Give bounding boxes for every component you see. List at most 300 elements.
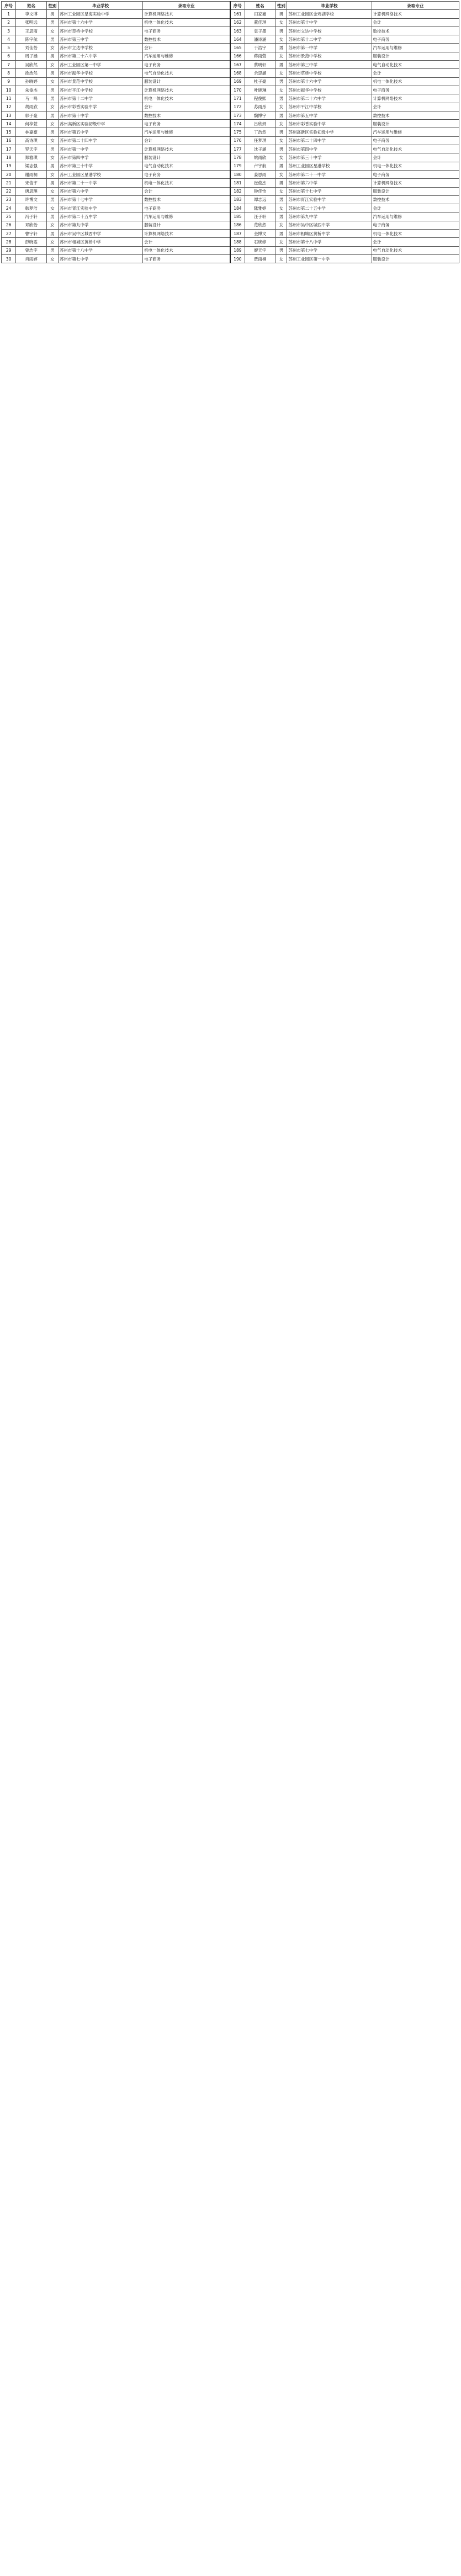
student-sex: 男 <box>275 145 287 153</box>
row-index: 10 <box>2 86 16 94</box>
graduated-school: 苏州市第十七中学 <box>287 187 372 195</box>
table-row <box>2 94 459 103</box>
row-index: 14 <box>2 120 16 128</box>
student-sex: 女 <box>46 254 58 263</box>
graduated-school: 苏州市第七中学 <box>58 254 142 263</box>
student-name: 姚雨欣 <box>245 153 275 162</box>
student-sex: 男 <box>46 128 58 136</box>
row-index: 5 <box>2 44 16 52</box>
table-row <box>2 153 459 162</box>
student-name: 卢宇航 <box>245 162 275 170</box>
table-row <box>2 69 459 77</box>
student-sex: 男 <box>46 213 58 221</box>
row-index: 25 <box>2 213 16 221</box>
student-name: 刘佳怡 <box>16 44 46 52</box>
admitted-major: 服装设计 <box>372 254 459 263</box>
row-index: 4 <box>2 35 16 44</box>
graduated-school: 苏州市相城区黄桥中学 <box>287 230 372 238</box>
admitted-major: 服装设计 <box>372 187 459 195</box>
student-sex: 男 <box>275 61 287 69</box>
graduated-school: 苏州市振华中学校 <box>287 86 372 94</box>
student-name: 王思雨 <box>16 26 46 35</box>
row-index: 179 <box>230 162 245 170</box>
student-name: 李文博 <box>16 10 46 18</box>
table-row <box>2 26 459 35</box>
student-sex: 男 <box>275 44 287 52</box>
student-name: 朱俊杰 <box>16 86 46 94</box>
student-sex: 男 <box>46 246 58 254</box>
student-name: 苏雨彤 <box>245 103 275 111</box>
row-index: 170 <box>230 86 245 94</box>
student-name: 肖雨婷 <box>16 254 46 263</box>
row-index: 189 <box>230 246 245 254</box>
student-name: 彭晓雯 <box>16 238 46 246</box>
admitted-major: 数控技术 <box>372 26 459 35</box>
row-index: 184 <box>230 204 245 213</box>
student-name: 钟佳怡 <box>245 187 275 195</box>
admitted-major: 计算机网络技术 <box>372 10 459 18</box>
student-name: 张明远 <box>16 18 46 26</box>
row-index: 169 <box>230 77 245 86</box>
table-row <box>2 52 459 60</box>
graduated-school: 苏州市景范中学校 <box>58 77 142 86</box>
admitted-major: 数控技术 <box>372 111 459 119</box>
student-sex: 男 <box>46 162 58 170</box>
student-sex: 男 <box>46 145 58 153</box>
row-index: 3 <box>2 26 16 35</box>
table-row <box>2 195 459 204</box>
table-row <box>2 120 459 128</box>
student-name: 谢雨桐 <box>16 170 46 178</box>
student-sex: 男 <box>46 230 58 238</box>
row-index: 15 <box>2 128 16 136</box>
student-name: 许博文 <box>16 195 46 204</box>
table-row <box>2 230 459 238</box>
admitted-major: 电气自动化技术 <box>372 145 459 153</box>
row-index: 163 <box>230 26 245 35</box>
student-sex: 女 <box>46 221 58 229</box>
student-sex: 男 <box>46 94 58 103</box>
admitted-major: 会计 <box>372 18 459 26</box>
student-name: 高诗琪 <box>16 136 46 145</box>
student-name: 程俊熙 <box>245 94 275 103</box>
student-sex: 女 <box>275 204 287 213</box>
student-name: 郭子豪 <box>16 111 46 119</box>
student-sex: 女 <box>275 136 287 145</box>
admitted-major: 服装设计 <box>372 52 459 60</box>
student-name: 陈宇航 <box>16 35 46 44</box>
student-name: 谭志远 <box>245 195 275 204</box>
graduated-school: 苏州市振华中学校 <box>58 69 142 77</box>
admitted-major: 机电一体化技术 <box>143 94 230 103</box>
graduated-school: 苏州市第五中学 <box>58 128 142 136</box>
row-index: 181 <box>230 179 245 187</box>
graduated-school: 苏州市草桥中学校 <box>58 26 142 35</box>
admitted-major: 电气自动化技术 <box>143 69 230 77</box>
student-name: 周子涵 <box>16 52 46 60</box>
row-index: 1 <box>2 10 16 18</box>
student-name: 韩梦洁 <box>16 204 46 213</box>
table-header-row <box>2 2 459 10</box>
row-index: 23 <box>2 195 16 204</box>
header-major: 录取专业 <box>372 2 459 10</box>
table-body <box>2 10 459 263</box>
student-name: 董佳琪 <box>245 18 275 26</box>
row-index: 185 <box>230 213 245 221</box>
table-row <box>2 111 459 119</box>
admission-list-table <box>1 1 459 263</box>
student-name: 廖天宇 <box>245 246 275 254</box>
row-index: 167 <box>230 61 245 69</box>
table-row <box>2 86 459 94</box>
admitted-major: 机电一体化技术 <box>143 179 230 187</box>
student-sex: 男 <box>275 111 287 119</box>
admitted-major: 会计 <box>143 238 230 246</box>
graduated-school: 苏州市第六中学 <box>287 179 372 187</box>
student-sex: 男 <box>46 179 58 187</box>
graduated-school: 苏州市第十六中学 <box>287 77 372 86</box>
graduated-school: 苏州市平江中学校 <box>58 86 142 94</box>
student-name: 蒋雨萱 <box>245 52 275 60</box>
admitted-major: 电子商务 <box>372 35 459 44</box>
admitted-major: 服装设计 <box>143 221 230 229</box>
student-sex: 男 <box>46 86 58 94</box>
student-sex: 女 <box>46 153 58 162</box>
row-index: 30 <box>2 254 16 263</box>
student-sex: 男 <box>275 195 287 204</box>
row-index: 176 <box>230 136 245 145</box>
admitted-major: 电子商务 <box>143 204 230 213</box>
admitted-major: 计算机网络技术 <box>143 86 230 94</box>
header-sex: 性别 <box>46 2 58 10</box>
admitted-major: 机电一体化技术 <box>143 246 230 254</box>
student-sex: 女 <box>46 44 58 52</box>
row-index: 186 <box>230 221 245 229</box>
student-name: 冯子轩 <box>16 213 46 221</box>
graduated-school: 苏州市胥江实验中学 <box>287 195 372 204</box>
student-sex: 男 <box>46 18 58 26</box>
admitted-major: 会计 <box>372 204 459 213</box>
graduated-school: 苏州市第三十中学 <box>287 153 372 162</box>
student-name: 林嘉豪 <box>16 128 46 136</box>
table-row <box>2 10 459 18</box>
table-row <box>2 103 459 111</box>
student-sex: 女 <box>46 77 58 86</box>
graduated-school: 苏州市第二十一中学 <box>58 179 142 187</box>
admitted-major: 机电一体化技术 <box>372 162 459 170</box>
student-name: 马一鸣 <box>16 94 46 103</box>
student-name: 于浩宇 <box>245 44 275 52</box>
table-row <box>2 136 459 145</box>
graduated-school: 苏州市第一中学 <box>287 44 372 52</box>
graduated-school: 苏州市第二十六中学 <box>58 52 142 60</box>
student-sex: 男 <box>275 230 287 238</box>
admitted-major: 计算机网络技术 <box>372 179 459 187</box>
student-sex: 男 <box>275 162 287 170</box>
admitted-major: 机电一体化技术 <box>372 230 459 238</box>
row-index: 180 <box>230 170 245 178</box>
admitted-major: 计算机网络技术 <box>143 145 230 153</box>
graduated-school: 苏州市第九中学 <box>58 221 142 229</box>
student-name: 吕欣妍 <box>245 120 275 128</box>
header-name: 姓名 <box>16 2 46 10</box>
admitted-major: 汽车运用与维修 <box>372 128 459 136</box>
row-index: 164 <box>230 35 245 44</box>
student-sex: 男 <box>275 77 287 86</box>
header-school: 毕业学校 <box>58 2 142 10</box>
admitted-major: 数控技术 <box>143 195 230 204</box>
table-row <box>2 128 459 136</box>
graduated-school: 苏州市立达中学校 <box>287 26 372 35</box>
admitted-major: 计算机网络技术 <box>372 94 459 103</box>
graduated-school: 苏州市景范中学校 <box>287 52 372 60</box>
student-name: 罗天宇 <box>16 145 46 153</box>
student-name: 唐思琪 <box>16 187 46 195</box>
student-sex: 男 <box>275 246 287 254</box>
row-index: 178 <box>230 153 245 162</box>
admitted-major: 电子商务 <box>372 86 459 94</box>
graduated-school: 苏州市平江中学校 <box>287 103 372 111</box>
student-sex: 女 <box>275 254 287 263</box>
table-row <box>2 246 459 254</box>
student-sex: 女 <box>275 221 287 229</box>
admitted-major: 电子商务 <box>372 136 459 145</box>
admitted-major: 会计 <box>143 187 230 195</box>
student-sex: 男 <box>275 128 287 136</box>
row-index: 27 <box>2 230 16 238</box>
student-name: 田家豪 <box>245 10 275 18</box>
row-index: 12 <box>2 103 16 111</box>
student-name: 吴欣然 <box>16 61 46 69</box>
row-index: 28 <box>2 238 16 246</box>
row-index: 9 <box>2 77 16 86</box>
row-index: 168 <box>230 69 245 77</box>
student-sex: 女 <box>275 86 287 94</box>
student-name: 贾雨桐 <box>245 254 275 263</box>
admitted-major: 数控技术 <box>143 111 230 119</box>
row-index: 2 <box>2 18 16 26</box>
row-index: 162 <box>230 18 245 26</box>
student-name: 石晓婷 <box>245 238 275 246</box>
student-name: 姜思雨 <box>245 170 275 178</box>
admitted-major: 会计 <box>372 69 459 77</box>
row-index: 188 <box>230 238 245 246</box>
admitted-major: 汽车运用与维修 <box>143 52 230 60</box>
student-sex: 男 <box>275 179 287 187</box>
admitted-major: 汽车运用与维修 <box>143 128 230 136</box>
table-row <box>2 238 459 246</box>
graduated-school: 苏州市第三十中学 <box>58 162 142 170</box>
admitted-major: 数控技术 <box>143 35 230 44</box>
row-index: 17 <box>2 145 16 153</box>
row-index: 183 <box>230 195 245 204</box>
graduated-school: 苏州市吴中区城西中学 <box>58 230 142 238</box>
student-name: 汪子轩 <box>245 213 275 221</box>
student-sex: 男 <box>275 213 287 221</box>
student-sex: 男 <box>46 52 58 60</box>
graduated-school: 苏州市第二十五中学 <box>58 213 142 221</box>
graduated-school: 苏州市胥江实验中学 <box>58 204 142 213</box>
admitted-major: 会计 <box>372 103 459 111</box>
student-name: 叶晓琳 <box>245 86 275 94</box>
row-index: 171 <box>230 94 245 103</box>
student-name: 金博文 <box>245 230 275 238</box>
student-sex: 女 <box>275 187 287 195</box>
admitted-major: 电子商务 <box>143 170 230 178</box>
student-name: 邓欣怡 <box>16 221 46 229</box>
table-row <box>2 254 459 263</box>
graduated-school: 苏州市第十六中学 <box>58 18 142 26</box>
row-index: 172 <box>230 103 245 111</box>
admitted-major: 汽车运用与维修 <box>143 213 230 221</box>
table-row <box>2 179 459 187</box>
student-name: 胡雨欣 <box>16 103 46 111</box>
admitted-major: 会计 <box>143 44 230 52</box>
student-name: 蔡明轩 <box>245 61 275 69</box>
graduated-school: 苏州市第九中学 <box>287 213 372 221</box>
graduated-school: 苏州市第十七中学 <box>58 195 142 204</box>
row-index: 161 <box>230 10 245 18</box>
graduated-school: 苏州市第四中学 <box>287 145 372 153</box>
student-sex: 女 <box>275 35 287 44</box>
graduated-school: 苏州市彩香实验中学 <box>287 120 372 128</box>
student-name: 杜子豪 <box>245 77 275 86</box>
graduated-school: 苏州工业园区第一中学 <box>287 254 372 263</box>
student-name: 魏博宇 <box>245 111 275 119</box>
table-row <box>2 162 459 170</box>
header-school: 毕业学校 <box>287 2 372 10</box>
graduated-school: 苏州市第二十五中学 <box>287 204 372 213</box>
row-index: 182 <box>230 187 245 195</box>
graduated-school: 苏州市第五中学 <box>287 111 372 119</box>
student-name: 孙晓婷 <box>16 77 46 86</box>
graduated-school: 苏州市吴中区城西中学 <box>287 221 372 229</box>
header-major: 录取专业 <box>143 2 230 10</box>
row-index: 7 <box>2 61 16 69</box>
student-sex: 女 <box>46 238 58 246</box>
graduated-school: 苏州市第二十六中学 <box>287 94 372 103</box>
header-name: 姓名 <box>245 2 275 10</box>
student-sex: 女 <box>46 26 58 35</box>
admitted-major: 机电一体化技术 <box>372 77 459 86</box>
row-index: 174 <box>230 120 245 128</box>
student-sex: 男 <box>46 195 58 204</box>
student-name: 曾浩宇 <box>16 246 46 254</box>
row-index: 22 <box>2 187 16 195</box>
graduated-school: 苏州市第三中学 <box>287 61 372 69</box>
graduated-school: 苏州市立达中学校 <box>58 44 142 52</box>
row-index: 177 <box>230 145 245 153</box>
student-name: 何梓萱 <box>16 120 46 128</box>
student-sex: 女 <box>46 170 58 178</box>
student-sex: 男 <box>46 35 58 44</box>
admitted-major: 电子商务 <box>143 254 230 263</box>
header-index: 序号 <box>230 2 245 10</box>
admitted-major: 机电一体化技术 <box>143 18 230 26</box>
row-index: 8 <box>2 69 16 77</box>
row-index: 11 <box>2 94 16 103</box>
row-index: 187 <box>230 230 245 238</box>
graduated-school: 苏州市彩香实验中学 <box>58 103 142 111</box>
student-name: 任梦琪 <box>245 136 275 145</box>
table-row <box>2 61 459 69</box>
admitted-major: 会计 <box>143 103 230 111</box>
student-name: 沈子涵 <box>245 145 275 153</box>
student-name: 郑雅琪 <box>16 153 46 162</box>
row-index: 16 <box>2 136 16 145</box>
admitted-major: 电子商务 <box>372 221 459 229</box>
table-row <box>2 204 459 213</box>
student-name: 崔俊杰 <box>245 179 275 187</box>
graduated-school: 苏州市相城区黄桥中学 <box>58 238 142 246</box>
student-sex: 女 <box>46 61 58 69</box>
student-name: 袁子墨 <box>245 26 275 35</box>
admitted-major: 数控技术 <box>372 195 459 204</box>
graduated-school: 苏州工业园区第一中学 <box>58 61 142 69</box>
student-sex: 男 <box>46 10 58 18</box>
row-index: 175 <box>230 128 245 136</box>
graduated-school: 苏州市第十八中学 <box>287 238 372 246</box>
row-index: 21 <box>2 179 16 187</box>
graduated-school: 苏州市第二十四中学 <box>58 136 142 145</box>
admitted-major: 电气自动化技术 <box>372 246 459 254</box>
graduated-school: 苏州市第二十一中学 <box>287 170 372 178</box>
admitted-major: 会计 <box>143 136 230 145</box>
student-sex: 女 <box>46 187 58 195</box>
student-name: 潘诗涵 <box>245 35 275 44</box>
table-row <box>2 44 459 52</box>
admitted-major: 会计 <box>372 238 459 246</box>
table-row <box>2 213 459 221</box>
admitted-major: 服装设计 <box>143 77 230 86</box>
admitted-major: 电子商务 <box>372 170 459 178</box>
admitted-major: 汽车运用与维修 <box>372 44 459 52</box>
admitted-major: 计算机网络技术 <box>143 230 230 238</box>
table-row <box>2 77 459 86</box>
student-name: 徐浩然 <box>16 69 46 77</box>
table-row <box>2 145 459 153</box>
admitted-major: 电子商务 <box>143 26 230 35</box>
student-sex: 女 <box>275 18 287 26</box>
graduated-school: 苏州高新区实验初级中学 <box>58 120 142 128</box>
graduated-school: 苏州市第二十四中学 <box>287 136 372 145</box>
table-row <box>2 170 459 178</box>
admitted-major: 计算机网络技术 <box>143 10 230 18</box>
table-row <box>2 187 459 195</box>
graduated-school: 苏州市第十中学 <box>287 18 372 26</box>
row-index: 29 <box>2 246 16 254</box>
table-row <box>2 221 459 229</box>
table-row <box>2 35 459 44</box>
graduated-school: 苏州市第六中学 <box>58 187 142 195</box>
student-name: 宋俊宇 <box>16 179 46 187</box>
graduated-school: 苏州市第十八中学 <box>58 246 142 254</box>
row-index: 13 <box>2 111 16 119</box>
admitted-major: 电子商务 <box>143 61 230 69</box>
student-sex: 男 <box>275 94 287 103</box>
row-index: 165 <box>230 44 245 52</box>
student-sex: 女 <box>275 238 287 246</box>
student-sex: 女 <box>275 103 287 111</box>
header-sex: 性别 <box>275 2 287 10</box>
student-name: 范欣然 <box>245 221 275 229</box>
student-sex: 女 <box>46 136 58 145</box>
row-index: 6 <box>2 52 16 60</box>
graduated-school: 苏州市第十二中学 <box>287 35 372 44</box>
student-name: 陆雅婷 <box>245 204 275 213</box>
student-sex: 女 <box>46 204 58 213</box>
graduated-school: 苏州工业园区金鸡湖学校 <box>287 10 372 18</box>
